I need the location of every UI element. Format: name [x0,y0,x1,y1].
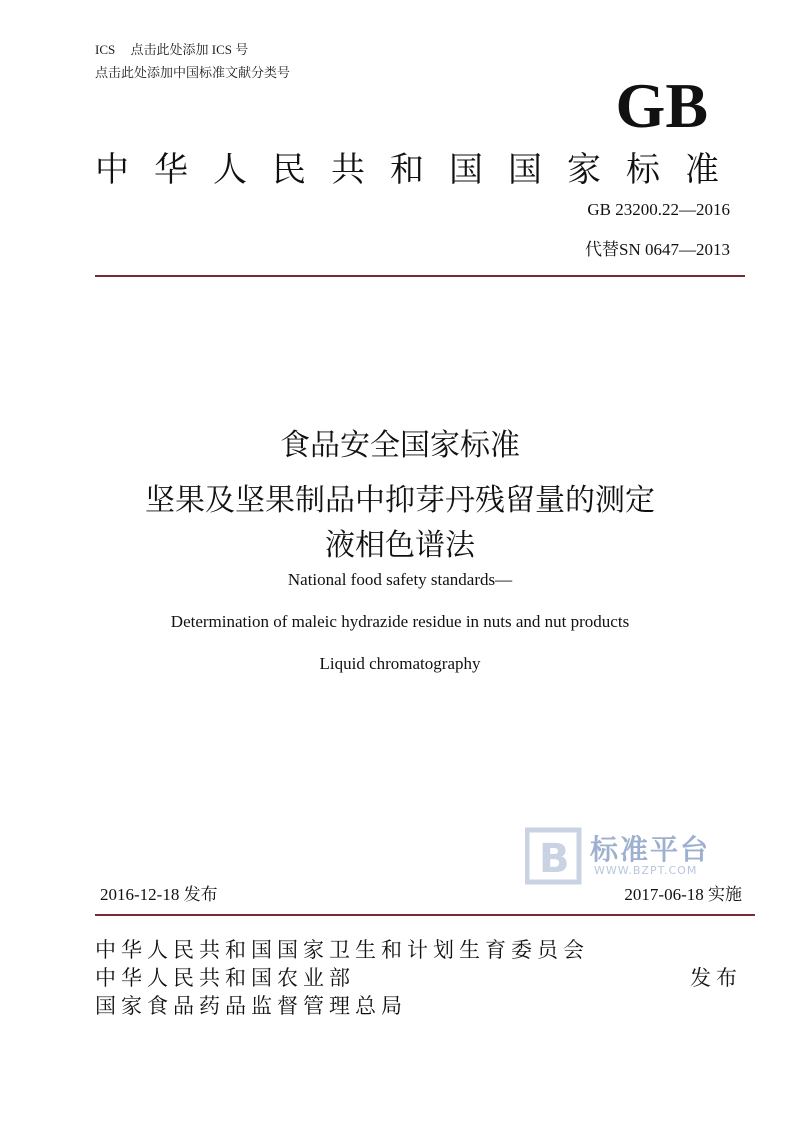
national-standard-title: 中华人民共和国国家标准 [95,150,744,190]
en-title-line-3: Liquid chromatography [319,654,481,673]
replaces-standard: 代替SN 0647—2013 [585,240,730,259]
implementation-date: 2017-06-18 实施 [624,885,742,904]
bottom-divider [95,914,755,916]
ics-placeholder[interactable]: 点击此处添加 ICS 号 [130,42,249,57]
en-title-line-2: Determination of maleic hydrazide residue in nuts and nut products [170,612,630,631]
ics-line [95,39,248,58]
zh-title-line-3: 液相色谱法 [325,528,475,563]
gb-mark: GB [615,70,708,141]
watermark-text: 标准平台 [590,833,711,866]
top-divider [95,275,745,277]
ics-label: ICS [95,42,116,57]
issue-date: 2016-12-18 发布 [100,885,218,904]
zh-title-line-1: 食品安全国家标准 [280,428,520,463]
zh-title-line-2: 坚果及坚果制品中抑芽丹残留量的测定 [145,483,655,518]
publish-label: 发布 [690,966,742,990]
ccs-placeholder[interactable]: 点击此处添加中国标准文献分类号 [95,65,291,80]
issuer-line-2: 中华人民共和国农业部 [95,966,355,990]
issuer-line-1: 中华人民共和国国家卫生和计划生育委员会 [95,938,589,962]
watermark-url: WWW.BZPT.COM [594,864,698,877]
svg-text:B: B [539,836,570,882]
issuer-line-3: 国家食品药品监督管理总局 [95,994,407,1018]
standard-number: GB 23200.22—2016 [587,200,730,219]
en-title-line-1: National food safety standards— [287,570,513,589]
